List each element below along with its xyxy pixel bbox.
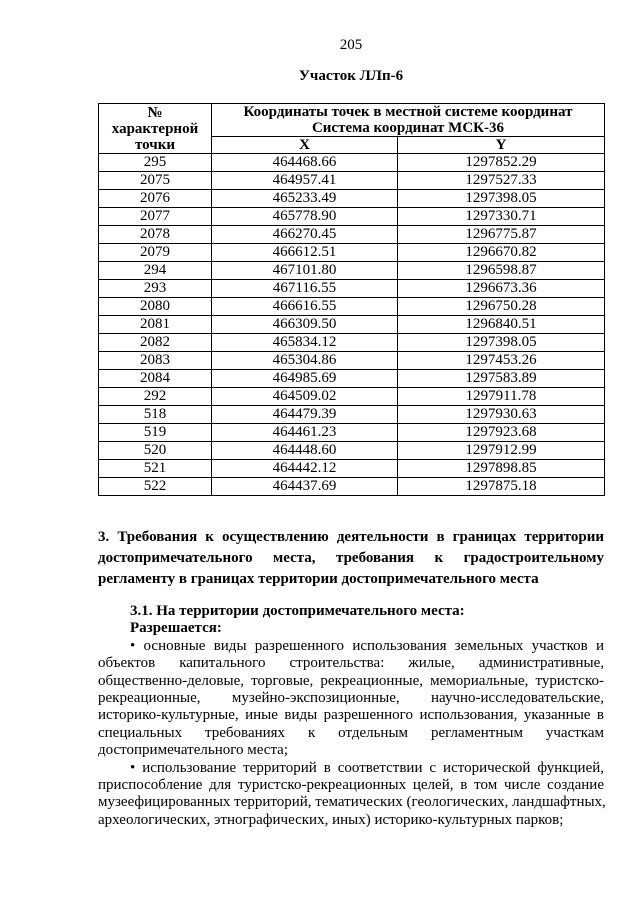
- subsection-title: 3.1. На территории достопримечательного места:: [130, 603, 465, 619]
- table-row: [99, 298, 605, 316]
- y-coordinate-cell: 1297398.05: [398, 334, 605, 352]
- bullet-text: использование территорий в соответствии с исторической функцией,: [142, 759, 604, 776]
- table-row: [99, 388, 605, 406]
- header-point-number-line: точки: [134, 136, 176, 153]
- y-coordinate-cell: 1297912.99: [398, 442, 605, 460]
- bullet-item: [98, 760, 604, 830]
- header-coordinates: [212, 104, 605, 137]
- table-header-row: [99, 104, 605, 137]
- point-number-cell: 294: [99, 262, 212, 280]
- x-coordinate-cell: 464442.12: [212, 460, 398, 478]
- bullet-item: [98, 638, 604, 760]
- x-coordinate-cell: 465778.90: [212, 208, 398, 226]
- page-number: 205: [339, 37, 363, 53]
- bullet-text: основные виды разрешенного использования земельных участков и: [143, 637, 604, 654]
- x-coordinate-cell: 464985.69: [212, 370, 398, 388]
- point-number-cell: 2083: [99, 352, 212, 370]
- bullet-line: достопримечательного места;: [98, 742, 289, 759]
- x-coordinate-cell: 464448.60: [212, 442, 398, 460]
- x-coordinate-cell: 464957.41: [212, 172, 398, 190]
- table-body: [99, 154, 605, 496]
- table-row: [99, 352, 605, 370]
- point-number-cell: 292: [99, 388, 212, 406]
- point-number-cell: 2084: [99, 370, 212, 388]
- table-row: [99, 370, 605, 388]
- y-coordinate-cell: 1297898.85: [398, 460, 605, 478]
- point-number-cell: 2080: [99, 298, 212, 316]
- header-point-number: [99, 104, 212, 154]
- table-row: [99, 442, 605, 460]
- table-row: [99, 406, 605, 424]
- header-y: Y: [398, 137, 605, 154]
- point-number-cell: 2079: [99, 244, 212, 262]
- y-coordinate-cell: 1297527.33: [398, 172, 605, 190]
- bullet-line: объектов капитального строительства: жилые, административные,: [98, 655, 604, 672]
- y-coordinate-cell: 1297930.63: [398, 406, 605, 424]
- y-coordinate-cell: 1297583.89: [398, 370, 605, 388]
- y-coordinate-cell: 1297398.05: [398, 190, 605, 208]
- table-row: [99, 316, 605, 334]
- table-row: [99, 172, 605, 190]
- x-coordinate-cell: 466309.50: [212, 316, 398, 334]
- point-number-cell: 293: [99, 280, 212, 298]
- table-row: [99, 424, 605, 442]
- table-row: [99, 478, 605, 496]
- point-number-cell: 2078: [99, 226, 212, 244]
- point-number-cell: 518: [99, 406, 212, 424]
- bullet-line: общественно-деловые, торговые, рекреационные, мемориальные, туристско-: [98, 672, 604, 689]
- section-heading: [98, 527, 604, 590]
- bullet-marker: •: [130, 759, 136, 776]
- header-coordinates-line: Координаты точек в местной системе координат: [243, 104, 573, 120]
- y-coordinate-cell: 1296598.87: [398, 262, 605, 280]
- table-row: [99, 154, 605, 172]
- table-row: [99, 226, 605, 244]
- x-coordinate-cell: 464437.69: [212, 478, 398, 496]
- y-coordinate-cell: 1297852.29: [398, 154, 605, 172]
- bullet-line: археологических, этнографических, иных) историко-культурных парков;: [98, 811, 564, 828]
- table-row: [99, 244, 605, 262]
- point-number-cell: 519: [99, 424, 212, 442]
- bullet-line: специальных требованиях к отдельным регламентным участкам: [98, 724, 604, 741]
- point-number-cell: 2076: [99, 190, 212, 208]
- section-body: [98, 603, 604, 829]
- y-coordinate-cell: 1296775.87: [398, 226, 605, 244]
- bullet-line: [98, 638, 604, 655]
- point-number-cell: 521: [99, 460, 212, 478]
- table-row: [99, 190, 605, 208]
- plot-title: Участок ЛЛп-6: [298, 68, 404, 84]
- section-heading-line: достопримечательного места, требования к градостроительному: [98, 550, 604, 566]
- x-coordinate-cell: 466270.45: [212, 226, 398, 244]
- point-number-cell: 2082: [99, 334, 212, 352]
- point-number-cell: 522: [99, 478, 212, 496]
- y-coordinate-cell: 1297875.18: [398, 478, 605, 496]
- y-coordinate-cell: 1296750.28: [398, 298, 605, 316]
- bullet-line: историко-культурные, иные виды разрешенного использования, указанные в: [98, 707, 604, 724]
- bullet-marker: •: [130, 637, 136, 654]
- x-coordinate-cell: 464461.23: [212, 424, 398, 442]
- x-coordinate-cell: 464479.39: [212, 406, 398, 424]
- table-row: [99, 262, 605, 280]
- header-point-number-line: характерной: [111, 120, 199, 137]
- section-heading-line: регламенту в границах территории достопримечательного места: [98, 571, 539, 587]
- section-heading-line: 3. Требования к осуществлению деятельности в границах территории: [98, 529, 604, 545]
- bullet-line: рекреационные, музейно-экспозиционные, научно-исследовательские,: [98, 690, 604, 707]
- y-coordinate-cell: 1296840.51: [398, 316, 605, 334]
- header-coordinates-line: Система координат МСК-36: [311, 120, 505, 136]
- header-x: X: [212, 137, 398, 154]
- x-coordinate-cell: 466616.55: [212, 298, 398, 316]
- x-coordinate-cell: 464509.02: [212, 388, 398, 406]
- y-coordinate-cell: 1297923.68: [398, 424, 605, 442]
- point-number-cell: 295: [99, 154, 212, 172]
- header-point-number-line: №: [147, 104, 163, 121]
- y-coordinate-cell: 1297911.78: [398, 388, 605, 406]
- x-coordinate-cell: 466612.51: [212, 244, 398, 262]
- x-coordinate-cell: 464468.66: [212, 154, 398, 172]
- point-number-cell: 520: [99, 442, 212, 460]
- x-coordinate-cell: 465304.86: [212, 352, 398, 370]
- x-coordinate-cell: 467101.80: [212, 262, 398, 280]
- table-row: [99, 208, 605, 226]
- x-coordinate-cell: 465834.12: [212, 334, 398, 352]
- bullet-line: музеефицированных территорий, тематических (геологических, ландшафтных,: [98, 794, 606, 811]
- table-row: [99, 280, 605, 298]
- coordinates-table: [98, 103, 605, 496]
- bullet-line: [98, 760, 604, 777]
- point-number-cell: 2081: [99, 316, 212, 334]
- x-coordinate-cell: 467116.55: [212, 280, 398, 298]
- table-row: [99, 460, 605, 478]
- y-coordinate-cell: 1296670.82: [398, 244, 605, 262]
- bullet-line: приспособление для туристско-рекреационных целей, в том числе создание: [98, 777, 604, 794]
- point-number-cell: 2077: [99, 208, 212, 226]
- allowed-label: Разрешается:: [130, 620, 222, 637]
- y-coordinate-cell: 1297330.71: [398, 208, 605, 226]
- table-row: [99, 334, 605, 352]
- y-coordinate-cell: 1296673.36: [398, 280, 605, 298]
- table-header: [99, 104, 605, 154]
- y-coordinate-cell: 1297453.26: [398, 352, 605, 370]
- x-coordinate-cell: 465233.49: [212, 190, 398, 208]
- point-number-cell: 2075: [99, 172, 212, 190]
